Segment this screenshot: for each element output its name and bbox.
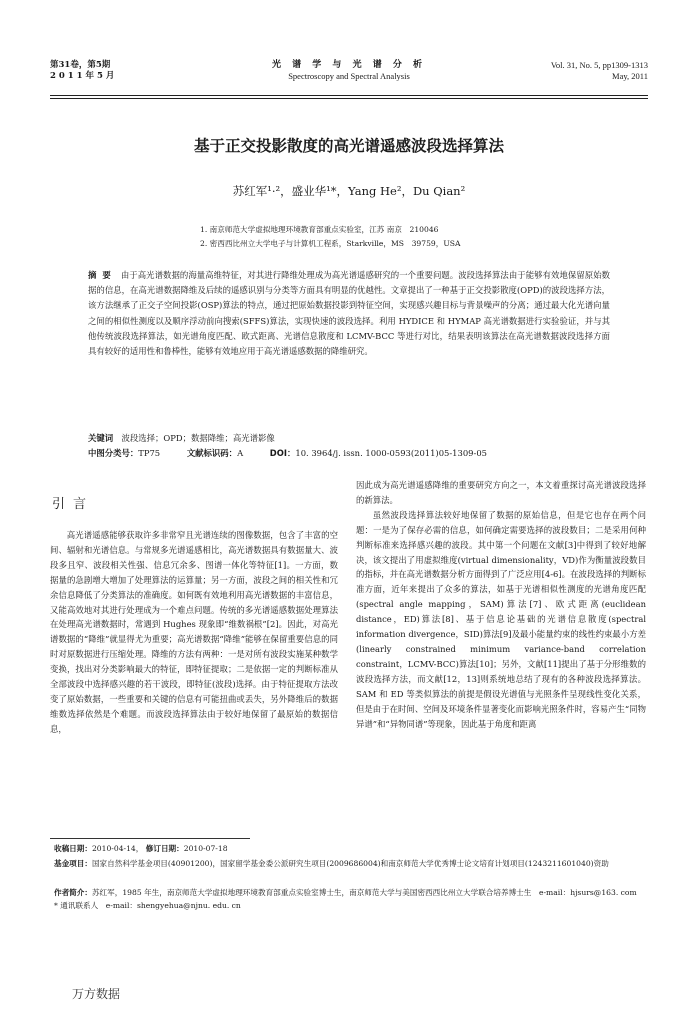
running-header (50, 60, 648, 94)
keywords (88, 431, 610, 445)
affiliation-1: 1. 南京师范大学虚拟地理环境教育部重点实验室，江苏 南京 210046 (200, 225, 439, 234)
journal-pages-info (551, 60, 648, 82)
clc-value: TP75 (138, 448, 161, 458)
fund-text: 国家自然科学基金项目(40901200)，国家留学基金委公派研究生项目(2009686004)和南京师范大学优秀博士论文培育计划项目(1243211601040)资助 (91, 859, 609, 868)
doc-code-label: 文献标识码： (186, 448, 238, 458)
right-column (356, 478, 646, 731)
abstract-text: 由于高光谱数据的海量高维特征，对其进行降维处理成为高光谱遥感研究的一个重要问题。波段选择算法由于能够有效地保留原始数据的信息，在高光谱数据降维及后续的遥感识别与分类等方面具有明显的优越性。文章提出了一种基于正交投影散度(OPD)的波段选择方法，该方法继承了正交子空间投影(OSP)算法的特点，通过把原始数据投影到特征空间，实现感兴趣目标与背景噪声的分离；通过最大化光谱向量之间的相似性测度以及顺序浮动前向搜索(SFFS)算法，实现快速的波段选择。利用 HYDICE 和 HYMAP 高光谱数据进行实验验证，并与其他传统波段选择算法，如光谱角度匹配、欧式距离、光谱信息散度和 LCMV-BCC 等进行对比，结果表明该算法在高光谱数据波段选择方面具有较好的适用性和鲁棒性，能够有效地应用于高光谱遥感数据的降维研究。 (88, 270, 611, 357)
journal-name-zh: 光 谱 学 与 光 谱 分 析 (272, 60, 426, 70)
paragraph: 高光谱遥感能够获取许多非常窄且光谱连续的图像数据，包含了丰富的空间、辐射和光谱信息。与常规多光谱遥感相比，高光谱数据具有数据量大、波段多且窄、波段相关性强、信息冗余多、图谱一体化等特征[1]。一方面，数据量的急剧增大增加了处理算法的运算量；另一方面，波段之间的相关性和冗余信息降低了分类算法的准确度。如何既有效地利用高光谱数据的丰富信息，又能高效地对其进行处理成为一个难点问题。传统的多光谱遥感数据处理算法在处理高光谱数据时，常遇到 Hughes 现象即“维数祸根”[2]。因此，对高光谱数据的“降维”就显得尤为重要；高光谱数据“降维”能够在保留重要信息的同时对原数据进行压缩处理。降维的方法有两种：一是对所有波段实施某种数学变换，找出对分类影响最大的特征，即特征提取；二是依据一定的判断标准从全部波段中选择感兴趣的若干波段，即特征(波段)选择。由于特征提取方法改变了原始数据，一些重要和关键的信息有可能扭曲或丢失，另外降维后的数据维数选择依然是个难题。而波段选择算法由于较好地保留了最原始的数据信息， (50, 530, 338, 734)
fund-label: 基金项目： (54, 859, 92, 868)
received-label: 收稿日期： (54, 844, 92, 853)
affiliation-2: 2. 密西西比州立大学电子与计算机工程系，Starkville，MS 39759，USA (200, 239, 461, 248)
footnote-dates (54, 842, 644, 855)
issue-month: May, 2011 (612, 71, 648, 81)
doi-value: 10. 3964/j. issn. 1000-0593(2011)05-1309-05 (295, 448, 487, 458)
bio-label: 作者简介： (54, 888, 92, 897)
abstract-label: 摘要 (88, 270, 117, 280)
bio-text: 苏红军，1985 年生，南京师范大学虚拟地理环境教育部重点实验室博士生，南京师范大学与美国密西西比州立大学联合培养博士生 e-mail：hjsurs@163. com * 通讯联系人 e-mail：shengyehua@njnu. edu. cn (54, 888, 645, 910)
abstract (88, 268, 610, 359)
classification-line (88, 446, 628, 460)
footnote-rule (50, 838, 250, 839)
volume-pages: Vol. 31, No. 5, pp1309-1313 (550, 60, 648, 70)
section-heading-intro: 引言 (52, 497, 95, 512)
volume-issue: 第31卷，第5期 (50, 60, 111, 70)
issue-date: 2 0 1 1 年 5 月 (50, 71, 115, 81)
journal-name-en: Spectroscopy and Spectral Analysis (288, 71, 410, 81)
keywords-label: 关键词 (88, 433, 114, 443)
revised-label: 修订日期： (145, 844, 184, 853)
doc-code-value: A (237, 448, 244, 458)
doi-label: DOI： (269, 448, 296, 458)
clc-label: 中图分类号： (88, 448, 139, 458)
footnote-fund (54, 857, 644, 870)
left-column (50, 528, 338, 737)
header-rule-thin (50, 98, 648, 99)
revised-date: 2010-07-18 (183, 844, 228, 853)
header-rule (50, 95, 648, 96)
watermark: 万方数据 (72, 987, 121, 1001)
received-date: 2010-04-14， (91, 844, 144, 853)
paragraph: 虽然波段选择算法较好地保留了数据的原始信息，但是它也存在两个问题：一是为了保存必需的信息，如何确定需要选择的波段数目；二是采用何种判断标准来选择感兴趣的波段。其中第一个问题在文献[3]中得到了较好地解决，该文提出了用虚拟维度(virtual dimensionality，VD)作为衡量波段数目的指标，并在高光谱数据分析方面得到了广泛应用[4-6]。在波段选择的判断标准方面，近年来提出了众多的算法，如基于光谱相似性测度的光谱角度匹配(spectral angle mapping，SAM)算法[7]、欧式距离(euclidean distance，ED)算法[8]、基于信息论基础的光谱信息散度(spectral information divergence，SID)算法[9]及最小能量约束的线性约束最小方差(linearly constrained minimum variance-band correlation constraint，LCMV-BCC)算法[10]；另外，文献[11]提出了基于分形维数的波段选择方法，而文献[12，13]则系统地总结了现有的各种波段选择算法。SAM 和 ED 等类似算法的前提是假设光谱值与光照条件呈现线性变化关系，但是由于在时间、空间及环境条件显著变化而影响光照条件时，容易产生“同物异谱”和“异物同谱”等现象，因此基于角度和距离 (356, 509, 646, 729)
paragraph: 因此成为高光谱遥感降维的重要研究方向之一，本文着重探讨高光谱波段选择的新算法。 (356, 480, 646, 505)
footnote-bio (54, 886, 644, 912)
paper-title: 基于正交投影散度的高光谱遥感波段选择算法 (193, 137, 504, 155)
author-list: 苏红军¹·²，盛业华¹*，Yang He²，Du Qian² (232, 184, 466, 198)
keywords-text: 波段选择；OPD；数据降维；高光谱影像 (121, 433, 275, 443)
